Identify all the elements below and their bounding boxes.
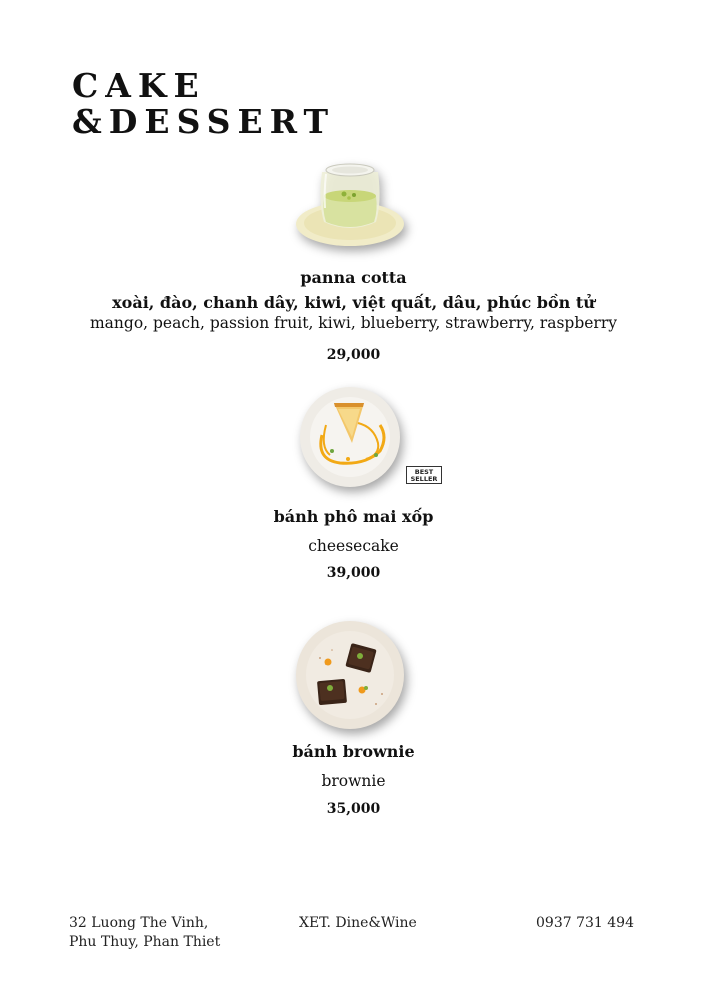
item-vn-description: xoài, đào, chanh dây, kiwi, việt quất, dâu, phúc bồn tử bbox=[112, 293, 595, 312]
footer-brand: XET. Dine&Wine bbox=[299, 915, 417, 931]
footer-address bbox=[69, 914, 220, 952]
menu-item-cheesecake bbox=[0, 507, 707, 582]
menu-title-line2: &DESSERT bbox=[72, 102, 336, 141]
badge-line1: BEST bbox=[414, 467, 434, 476]
item-en-description: brownie bbox=[321, 772, 386, 790]
item-price: 39,000 bbox=[326, 565, 381, 581]
address-line1: 32 Luong The Vinh, bbox=[69, 915, 209, 931]
panna-cotta-photo bbox=[292, 152, 410, 252]
item-price: 29,000 bbox=[326, 347, 381, 363]
menu-title bbox=[72, 68, 335, 140]
item-en-description: mango, peach, passion fruit, kiwi, blueberry, strawberry, raspberry bbox=[89, 314, 617, 332]
item-name: bánh phô mai xốp bbox=[273, 507, 434, 526]
brownie-photo bbox=[292, 620, 410, 732]
menu-item-panna-cotta bbox=[0, 268, 707, 364]
address-line2: Phu Thuy, Phan Thiet bbox=[69, 934, 221, 950]
item-name: bánh brownie bbox=[292, 742, 415, 761]
menu-title-line1: CAKE bbox=[72, 66, 206, 105]
item-price: 35,000 bbox=[326, 801, 381, 817]
item-en-description: cheesecake bbox=[308, 537, 399, 555]
footer-phone: 0937 731 494 bbox=[536, 915, 634, 931]
cheesecake-photo bbox=[296, 385, 406, 493]
badge-line2: SELLER bbox=[410, 474, 438, 483]
menu-item-brownie bbox=[0, 742, 707, 818]
best-seller-badge bbox=[406, 466, 442, 484]
item-name: panna cotta bbox=[300, 268, 407, 287]
